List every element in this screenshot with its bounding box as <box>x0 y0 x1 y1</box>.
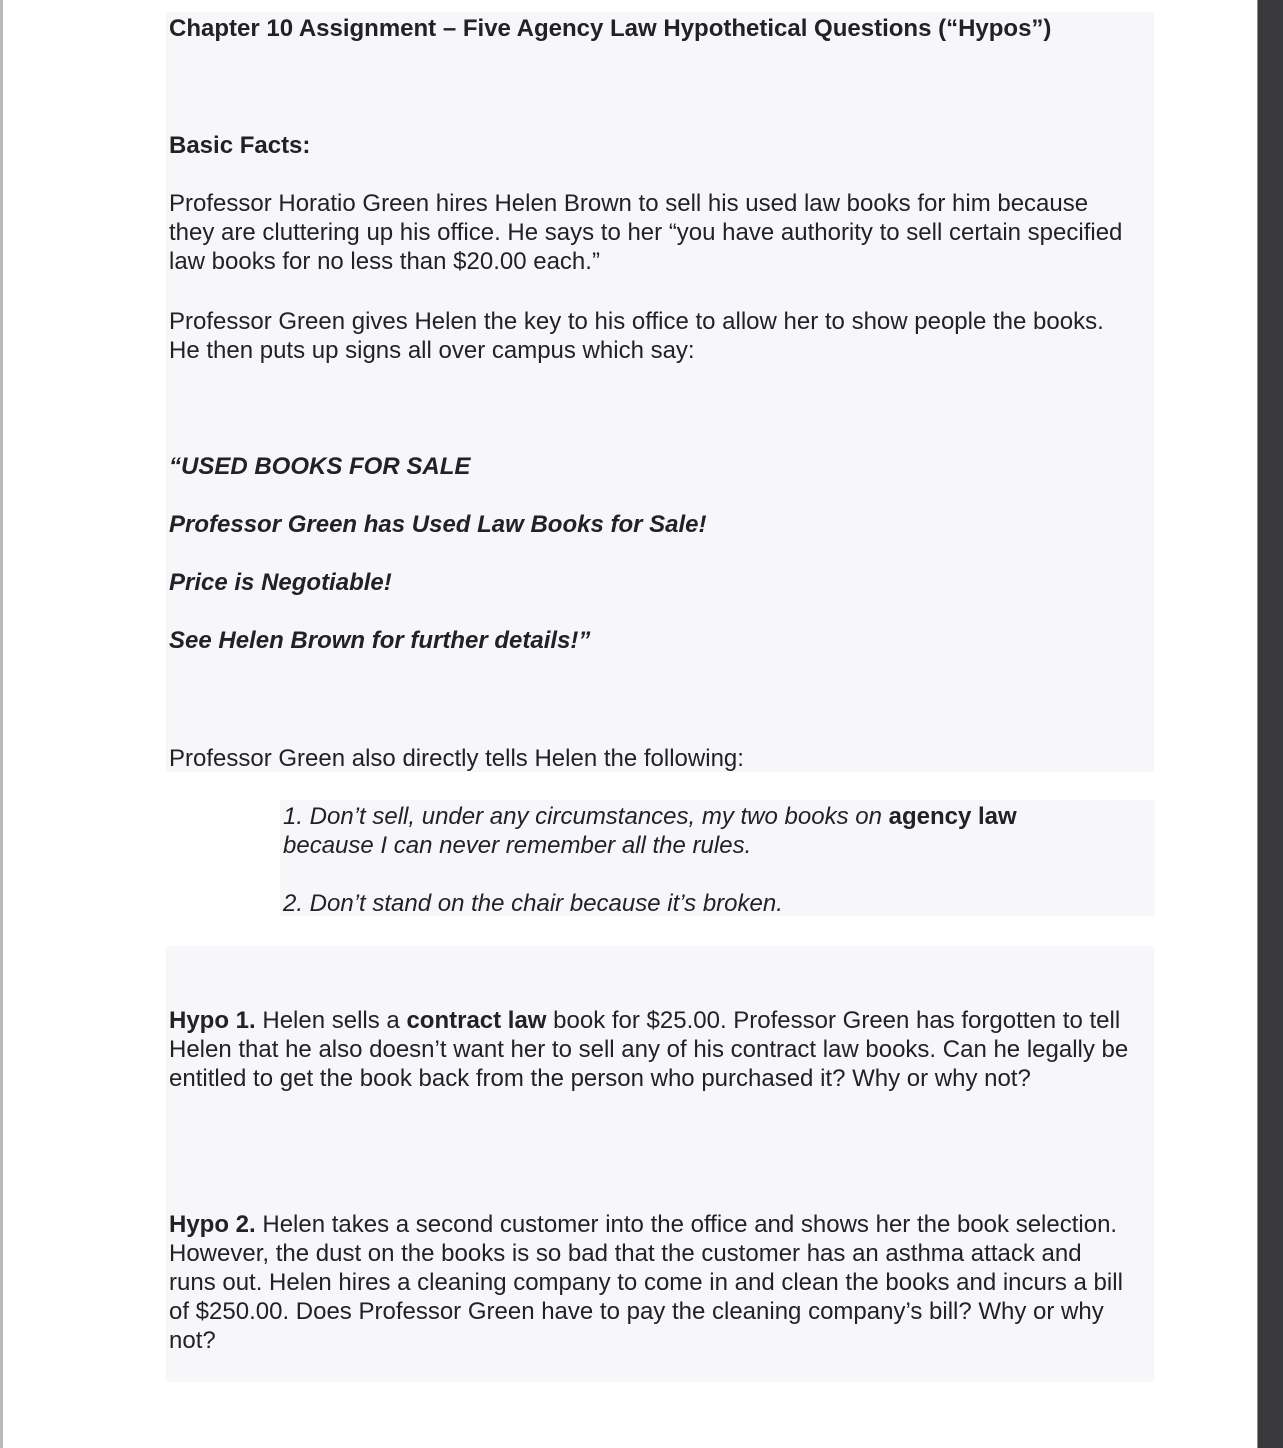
instruction-item-1-text-a: 1. Don’t sell, under any circumstances, my two books on <box>283 803 889 830</box>
viewer-scrollbar-frame[interactable] <box>1257 0 1283 1448</box>
hypo-2-text: Helen takes a second customer into the office and shows her the book selection. However, the dust on the books is so bad that the customer has an asthma attack and runs out. Helen hires a cleaning company to come in and clean the books and incurs a bill of $250.00. Does Professor Green have to pay the cleaning company’s bill? Why or why not? <box>169 1211 1123 1354</box>
hypo-2-paragraph <box>169 1210 1129 1355</box>
flyer-line-1: “USED BOOKS FOR SALE <box>169 453 471 480</box>
hypo-2-label: Hypo 2. <box>169 1211 256 1238</box>
basic-facts-heading: Basic Facts: <box>169 132 311 159</box>
text-block-shade-main <box>166 12 1154 772</box>
flyer-line-4: See Helen Brown for further details!” <box>169 627 591 654</box>
instruction-item-1-text-b: because I can never remember all the rules. <box>283 832 752 859</box>
page-left-edge <box>0 0 3 1448</box>
instruction-item-1-bold: agency law <box>888 803 1017 830</box>
hypo-1-paragraph <box>169 1006 1129 1093</box>
page-title: Chapter 10 Assignment – Five Agency Law Hypothetical Questions (“Hypos”) <box>169 15 1052 42</box>
flyer-line-2: Professor Green has Used Law Books for Sale! <box>169 511 707 538</box>
instructions-intro: Professor Green also directly tells Helen the following: <box>169 745 744 772</box>
facts-paragraph-1: Professor Horatio Green hires Helen Brown to sell his used law books for him because they are cluttering up his office. He says to her “you have authority to sell certain specified law books for no less than $20.00 each.” <box>169 190 1123 275</box>
instruction-item-2: 2. Don’t stand on the chair because it’s broken. <box>283 890 783 917</box>
hypo-1-text-b: book for $25.00. Professor Green has forgotten to tell Helen that he also doesn’t want her to sell any of his contract law books. Can he legally be entitled to get the book back from the person who purchased it? Why or why not? <box>169 1007 1129 1092</box>
hypo-1-bold-term: contract law <box>406 1007 547 1034</box>
instruction-item-1 <box>283 802 1103 860</box>
hypo-1-label: Hypo 1. <box>169 1007 256 1034</box>
hypo-1-text-a: Helen sells a <box>255 1007 407 1034</box>
facts-paragraph-2: Professor Green gives Helen the key to his office to allow her to show people the books. He then puts up signs all over campus which say: <box>169 308 1104 364</box>
flyer-line-3: Price is Negotiable! <box>169 569 392 596</box>
